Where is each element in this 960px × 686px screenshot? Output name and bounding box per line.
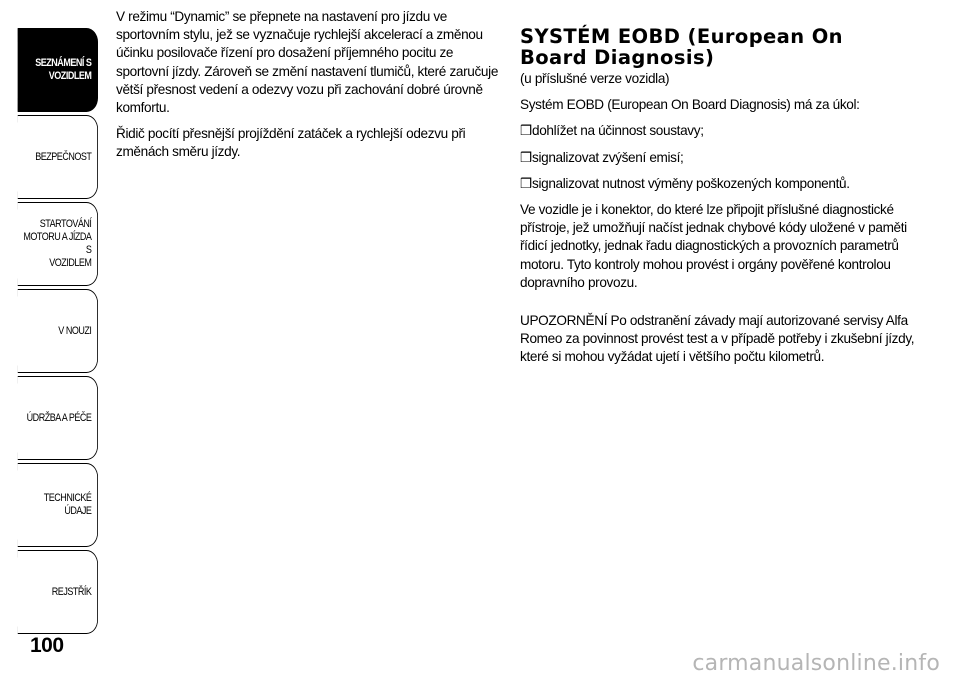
left-column: [116, 8, 506, 170]
tab-technicke-udaje[interactable]: [18, 463, 98, 547]
section-heading: SYSTÉM EOBD (European On Board Diagnosis): [520, 25, 843, 69]
tab-label: ÚDRŽBA A PÉČE: [26, 411, 92, 424]
paragraph-dynamic-mode: V režimu “Dynamic” se přepnete na nastavení pro jízdu ve sportovním stylu, jež se vyznačuje rychlejší akcelerací a změnou účinku posilovače řízení pro dosažení příjemného pocitu ze sportovní jízdy. Zároveň se změní nastavení tlumičů, které zaručuje větší přesnost vedení a odezvy vozu při zachování dobré úrovně komfortu.: [116, 9, 499, 116]
list-item: [520, 175, 915, 193]
paragraph-driver-feel: Řidič pocítí přesnější projíždění zatáček a rychlejší odezvu při změnách směru jízdy.: [116, 126, 466, 160]
tab-rejstrik[interactable]: [18, 550, 98, 634]
tab-udrzba-a-pece[interactable]: [18, 376, 98, 460]
checkbox-bullet-icon: ❒: [520, 149, 532, 165]
tab-label: REJSTŘÍK: [51, 585, 92, 598]
checkbox-bullet-icon: ❒: [520, 175, 532, 191]
tab-label: V NOUZI: [58, 324, 92, 337]
right-column: [520, 8, 915, 375]
eobd-intro: Systém EOBD (European On Board Diagnosis) má za úkol:: [520, 97, 860, 113]
version-note: (u příslušné verze vozidla): [520, 71, 670, 86]
tab-label: TECHNICKÉ ÚDAJE: [43, 492, 92, 517]
tab-seznameni-s-vozidlem[interactable]: [18, 28, 98, 112]
list-item-text: signalizovat zvýšení emisí;: [532, 149, 684, 165]
list-item-text: dohlížet na účinnost soustavy;: [532, 123, 704, 139]
tab-v-nouzi[interactable]: [18, 289, 98, 373]
page-number: 100: [30, 634, 64, 657]
watermark: carmanualsonline.info: [692, 651, 940, 676]
list-item: [520, 149, 915, 167]
checkbox-bullet-icon: ❒: [520, 123, 532, 139]
list-item-text: signalizovat nutnost výměny poškozených komponentů.: [532, 175, 850, 191]
connector-paragraph: Ve vozidle je i konektor, do které lze připojit příslušné diagnostické přístroje, jež umožňují načíst jednak chybové kódy uložené v paměti řídicí jednotky, jednak řadu diagnostických a provozních parametrů motoru. Tyto kontroly mohou provést i orgány pověřené kontrolou dopravního provozu.: [520, 202, 907, 290]
list-item: [520, 122, 915, 140]
tab-label: SEZNÁMENÍ S VOZIDLEM: [35, 57, 92, 82]
tab-label: STARTOVÁNÍ MOTORU A JÍZDA S VOZIDLEM: [23, 218, 92, 269]
warning-paragraph: UPOZORNĚNÍ Po odstranění závady mají autorizované servisy Alfa Romeo za povinnost provést test a v případě potřeby i zkušební jízdy, které si mohou vyžádat ujetí i většího počtu kilometrů.: [520, 313, 915, 365]
tab-startovani-motoru[interactable]: [18, 202, 98, 286]
tab-bezpecnost[interactable]: [18, 115, 98, 199]
tab-label: BEZPEČNOST: [35, 150, 92, 163]
